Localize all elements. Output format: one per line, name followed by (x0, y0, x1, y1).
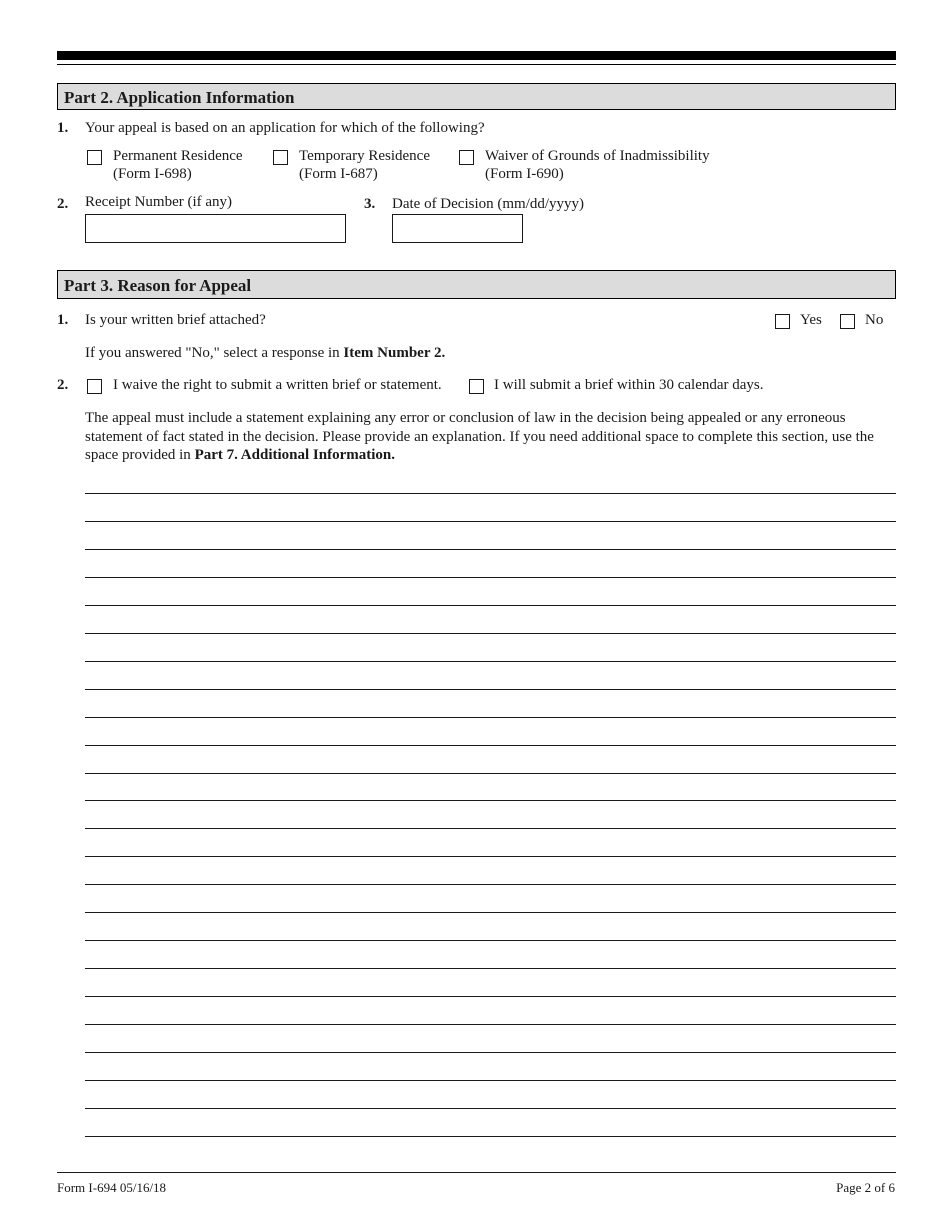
submit-brief-later-label: I will submit a brief within 30 calendar days. (494, 377, 764, 393)
answer-line[interactable] (85, 773, 896, 774)
permanent-residence-label-line2: (Form I-698) (113, 166, 192, 182)
appeal-instructions (85, 409, 896, 465)
answer-line[interactable] (85, 1108, 896, 1109)
answer-line[interactable] (85, 940, 896, 941)
waiver-inadmissibility-label-line2: (Form I-690) (485, 166, 564, 182)
permanent-residence-label (113, 147, 243, 183)
answer-line[interactable] (85, 912, 896, 913)
waive-brief-checkbox[interactable] (87, 379, 102, 394)
answer-line[interactable] (85, 633, 896, 634)
brief-note-text: If you answered "No," select a response in (85, 345, 344, 361)
brief-attached-yes-label: Yes (800, 312, 822, 328)
answer-line[interactable] (85, 549, 896, 550)
answer-line[interactable] (85, 800, 896, 801)
brief-attached-yes-checkbox[interactable] (775, 314, 790, 329)
permanent-residence-label-line1: Permanent Residence (113, 148, 243, 164)
answer-line[interactable] (85, 661, 896, 662)
answer-line[interactable] (85, 1136, 896, 1137)
waive-brief-label: I waive the right to submit a written brief or statement. (113, 377, 442, 393)
answer-line[interactable] (85, 745, 896, 746)
appeal-instructions-bold: Part 7. Additional Information. (194, 447, 395, 463)
waiver-inadmissibility-label (485, 147, 710, 183)
answer-line[interactable] (85, 605, 896, 606)
brief-attached-note (85, 345, 445, 362)
receipt-number-label: Receipt Number (if any) (85, 194, 233, 210)
footer-rule (57, 1172, 896, 1173)
answer-line[interactable] (85, 689, 896, 690)
date-of-decision-field[interactable] (392, 214, 523, 243)
temporary-residence-label (299, 147, 430, 183)
answer-line[interactable] (85, 1080, 896, 1081)
part3-q2-number: 2. (57, 377, 69, 393)
answer-line[interactable] (85, 968, 896, 969)
footer-form-id: Form I-694 05/16/18 (57, 1180, 167, 1195)
answer-line[interactable] (85, 493, 896, 494)
answer-line[interactable] (85, 828, 896, 829)
answer-line[interactable] (85, 1024, 896, 1025)
footer-page-number: Page 2 of 6 (836, 1180, 895, 1195)
part2-q3-number: 3. (364, 196, 376, 212)
part2-q1-number: 1. (57, 120, 69, 136)
answer-line[interactable] (85, 1052, 896, 1053)
answer-line[interactable] (85, 996, 896, 997)
answer-line[interactable] (85, 856, 896, 857)
brief-attached-question: Is your written brief attached? (85, 312, 266, 328)
part2-q1-question: Your appeal is based on an application for which of the following? (85, 120, 485, 136)
part2-q2-number: 2. (57, 196, 69, 212)
permanent-residence-checkbox[interactable] (87, 150, 102, 165)
temporary-residence-label-line2: (Form I-687) (299, 166, 378, 182)
receipt-number-field[interactable] (85, 214, 346, 243)
submit-brief-later-checkbox[interactable] (469, 379, 484, 394)
appeal-instructions-text: The appeal must include a statement explaining any error or conclusion of law in the decision being appealed or any erroneous statement of fact stated in the decision. Please provide an explanation. If you need additional space to complete this section, use the space provided in (85, 410, 874, 463)
part3-header: Part 3. Reason for Appeal (57, 270, 896, 299)
part2-header: Part 2. Application Information (57, 83, 896, 110)
brief-note-bold: Item Number 2. (343, 345, 446, 361)
waiver-inadmissibility-checkbox[interactable] (459, 150, 474, 165)
top-thick-rule (57, 51, 896, 60)
temporary-residence-label-line1: Temporary Residence (299, 148, 430, 164)
top-thin-rule (57, 64, 896, 65)
answer-line[interactable] (85, 577, 896, 578)
answer-line[interactable] (85, 884, 896, 885)
date-of-decision-label: Date of Decision (mm/dd/yyyy) (392, 196, 585, 212)
waiver-inadmissibility-label-line1: Waiver of Grounds of Inadmissibility (485, 148, 710, 164)
part3-q1-number: 1. (57, 312, 69, 328)
answer-line[interactable] (85, 521, 896, 522)
brief-attached-no-checkbox[interactable] (840, 314, 855, 329)
brief-attached-no-label: No (865, 312, 884, 328)
temporary-residence-checkbox[interactable] (273, 150, 288, 165)
answer-line[interactable] (85, 717, 896, 718)
